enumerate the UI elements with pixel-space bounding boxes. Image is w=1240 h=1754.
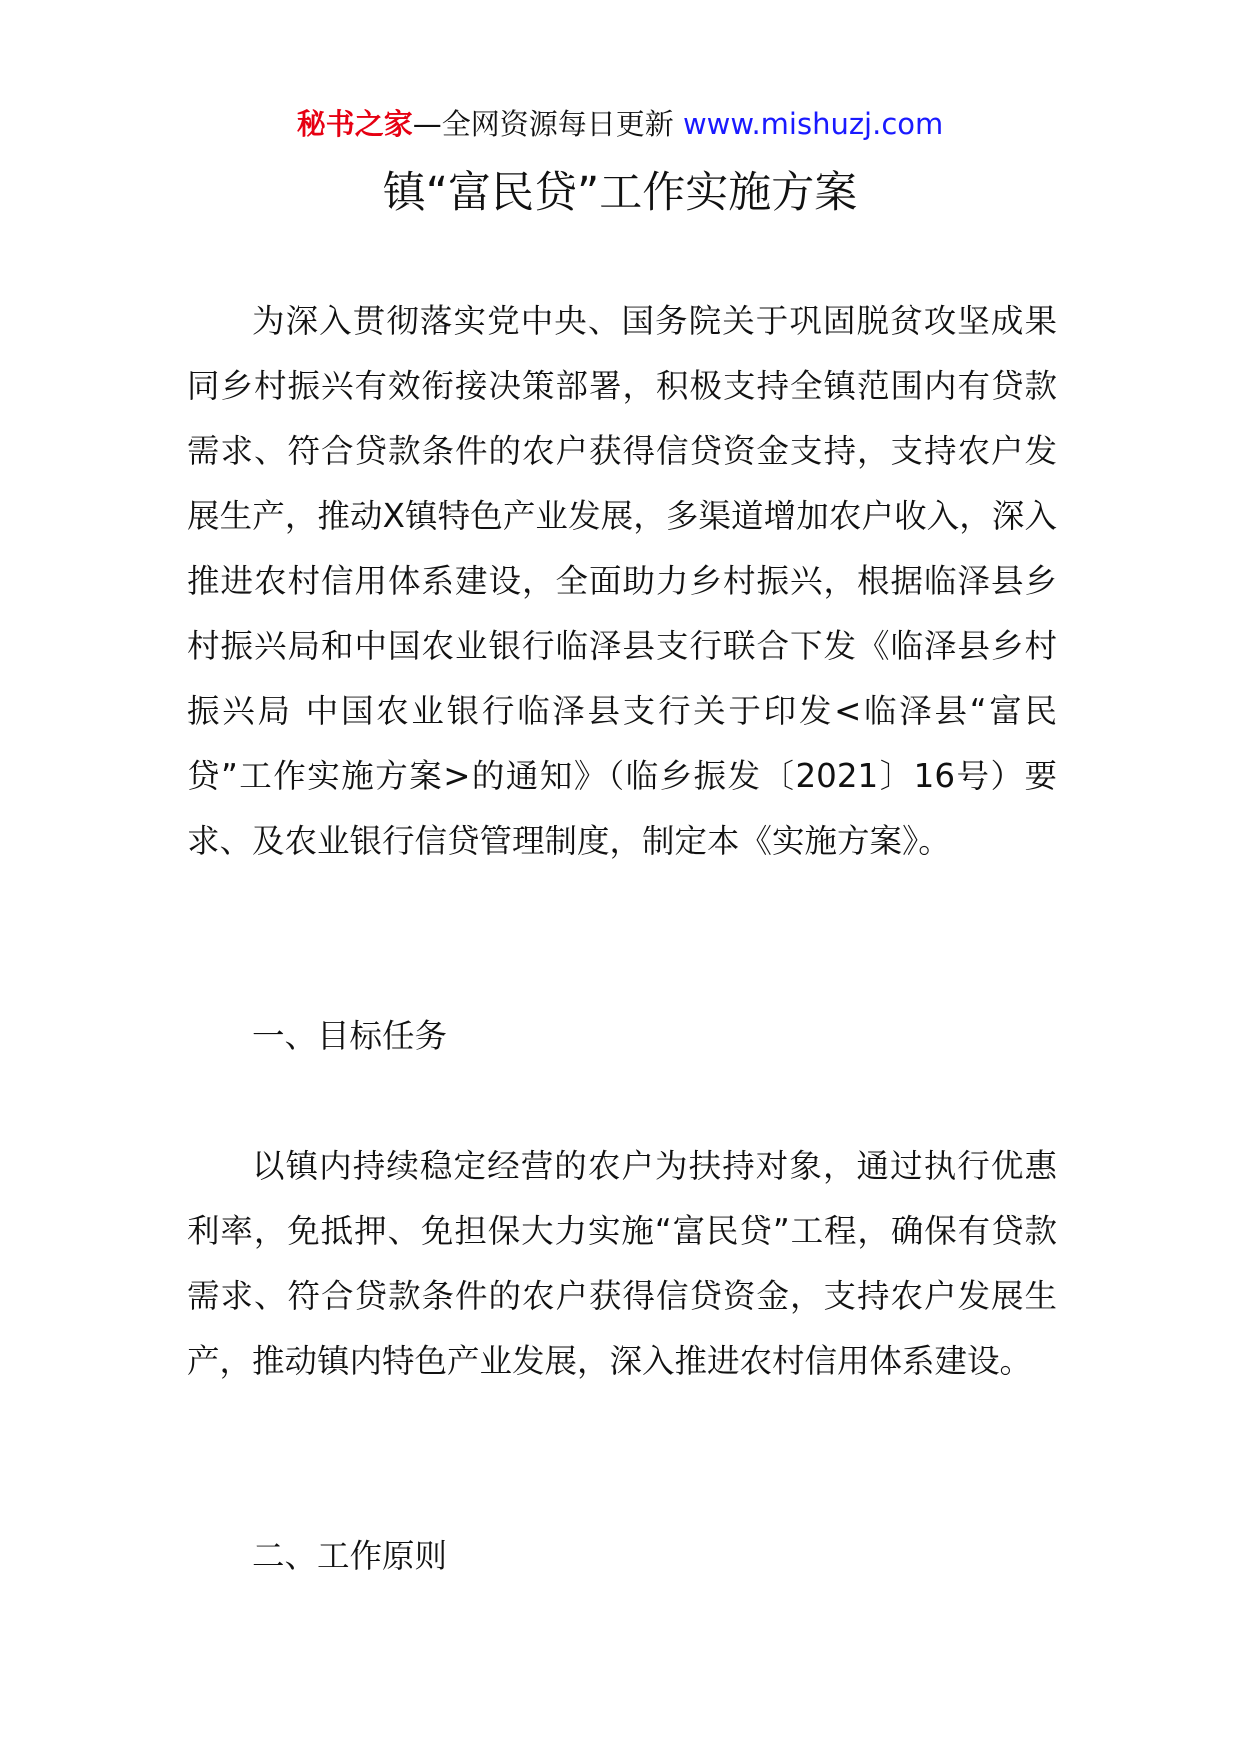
site-banner: [0, 104, 1240, 144]
intro-paragraph: 为深入贯彻落实党中央、国务院关于巩固脱贫攻坚成果同乡村振兴有效衔接决策部署，积极支持全镇范围内有贷款需求、符合贷款条件的农户获得信贷资金支持，支持农户发展生产，推动X镇特色产业发展，多渠道增加农户收入，深入推进农村信用体系建设，全面助力乡村振兴，根据临泽县乡村振兴局和中国农业银行临泽县支行联合下发《临泽县乡村振兴局 中国农业银行临泽县支行关于印发<临泽县“富民贷”工作实施方案>的通知》（临乡振发〔2021〕16号）要求、及农业银行信贷管理制度，制定本《实施方案》。: [187, 302, 1057, 860]
goals-paragraph: 以镇内持续稳定经营的农户为扶持对象，通过执行优惠利率，免抵押、免担保大力实施“富民贷”工程，确保有贷款需求、符合贷款条件的农户获得信贷资金，支持农户发展生产，推动镇内特色产业发展，深入推进农村信用体系建设。: [187, 1147, 1057, 1380]
brand-name: 秘书之家: [296, 107, 413, 141]
banner-slogan: —全网资源每日更新: [412, 107, 674, 141]
section-heading-principles: 二、工作原则: [252, 1537, 448, 1575]
document-title: 镇“富民贷”工作实施方案: [382, 168, 858, 218]
section-heading-goals: 一、目标任务: [252, 1017, 448, 1055]
site-url: www.mishuzj.com: [682, 107, 944, 141]
